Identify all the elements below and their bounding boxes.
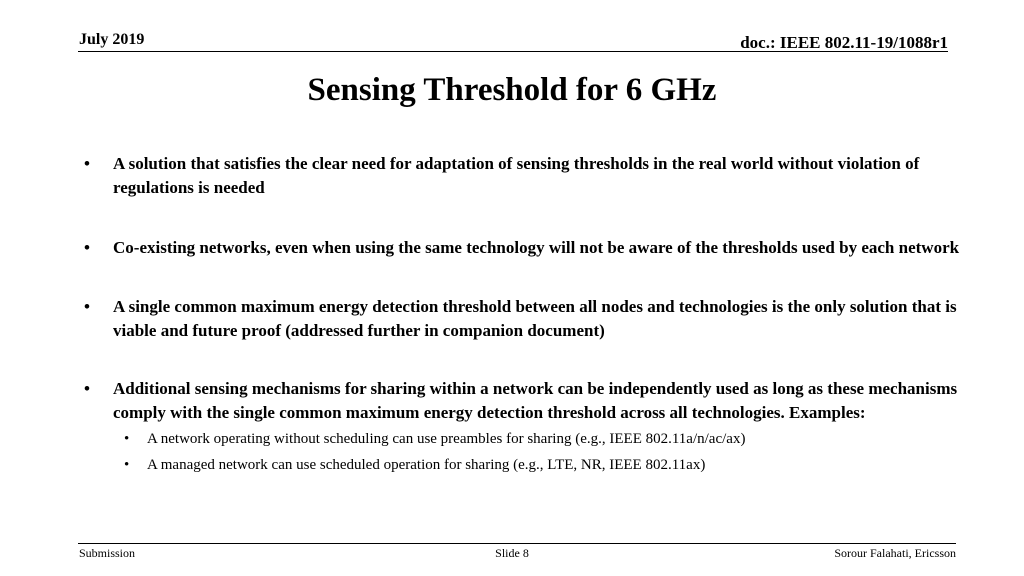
footer-divider	[78, 543, 956, 544]
sub-bullet-item	[84, 452, 964, 478]
sub-bullet-marker: •	[124, 457, 130, 473]
bullet-item	[84, 236, 964, 260]
slide-body	[84, 152, 964, 478]
sub-bullet-list	[84, 426, 964, 478]
header-divider	[78, 51, 948, 52]
header-date: July 2019	[79, 31, 145, 48]
sub-bullet-item	[84, 426, 964, 452]
slide-title: Sensing Threshold for 6 GHz	[307, 72, 717, 108]
sub-bullet-text: A network operating without scheduling can use preambles for sharing (e.g., IEEE 802.11a/n/ac/ax)	[147, 431, 746, 447]
bullet-marker: •	[84, 238, 90, 257]
bullet-marker: •	[84, 297, 90, 316]
bullet-text: Co-existing networks, even when using the same technology will not be aware of the thresholds used by each network	[113, 238, 960, 257]
header-doc-id: doc.: IEEE 802.11-19/1088r1	[740, 33, 948, 52]
footer-submission: Submission	[79, 546, 136, 560]
bullet-text: A solution that satisfies the clear need for adaptation of sensing thresholds in the real world without violation of regulations is needed	[113, 154, 920, 197]
sub-bullet-marker: •	[124, 431, 130, 447]
sub-bullet-text: A managed network can use scheduled operation for sharing (e.g., LTE, NR, IEEE 802.11ax)	[147, 457, 706, 473]
bullet-marker: •	[84, 154, 90, 173]
bullet-text: A single common maximum energy detection threshold between all nodes and technologies is the only solution that is viable and future proof (addressed further in companion document)	[113, 297, 957, 340]
bullet-item	[84, 152, 964, 200]
bullet-marker: •	[84, 379, 90, 398]
bullet-item	[84, 295, 964, 343]
bullet-text: Additional sensing mechanisms for sharing within a network can be independently used as long as these mechanisms comply with the single common maximum energy detection threshold across all technologies. Examples:	[113, 379, 958, 422]
footer-slide-number: Slide 8	[495, 546, 529, 560]
bullet-item	[84, 377, 964, 425]
footer-author: Sorour Falahati, Ericsson	[834, 546, 956, 560]
